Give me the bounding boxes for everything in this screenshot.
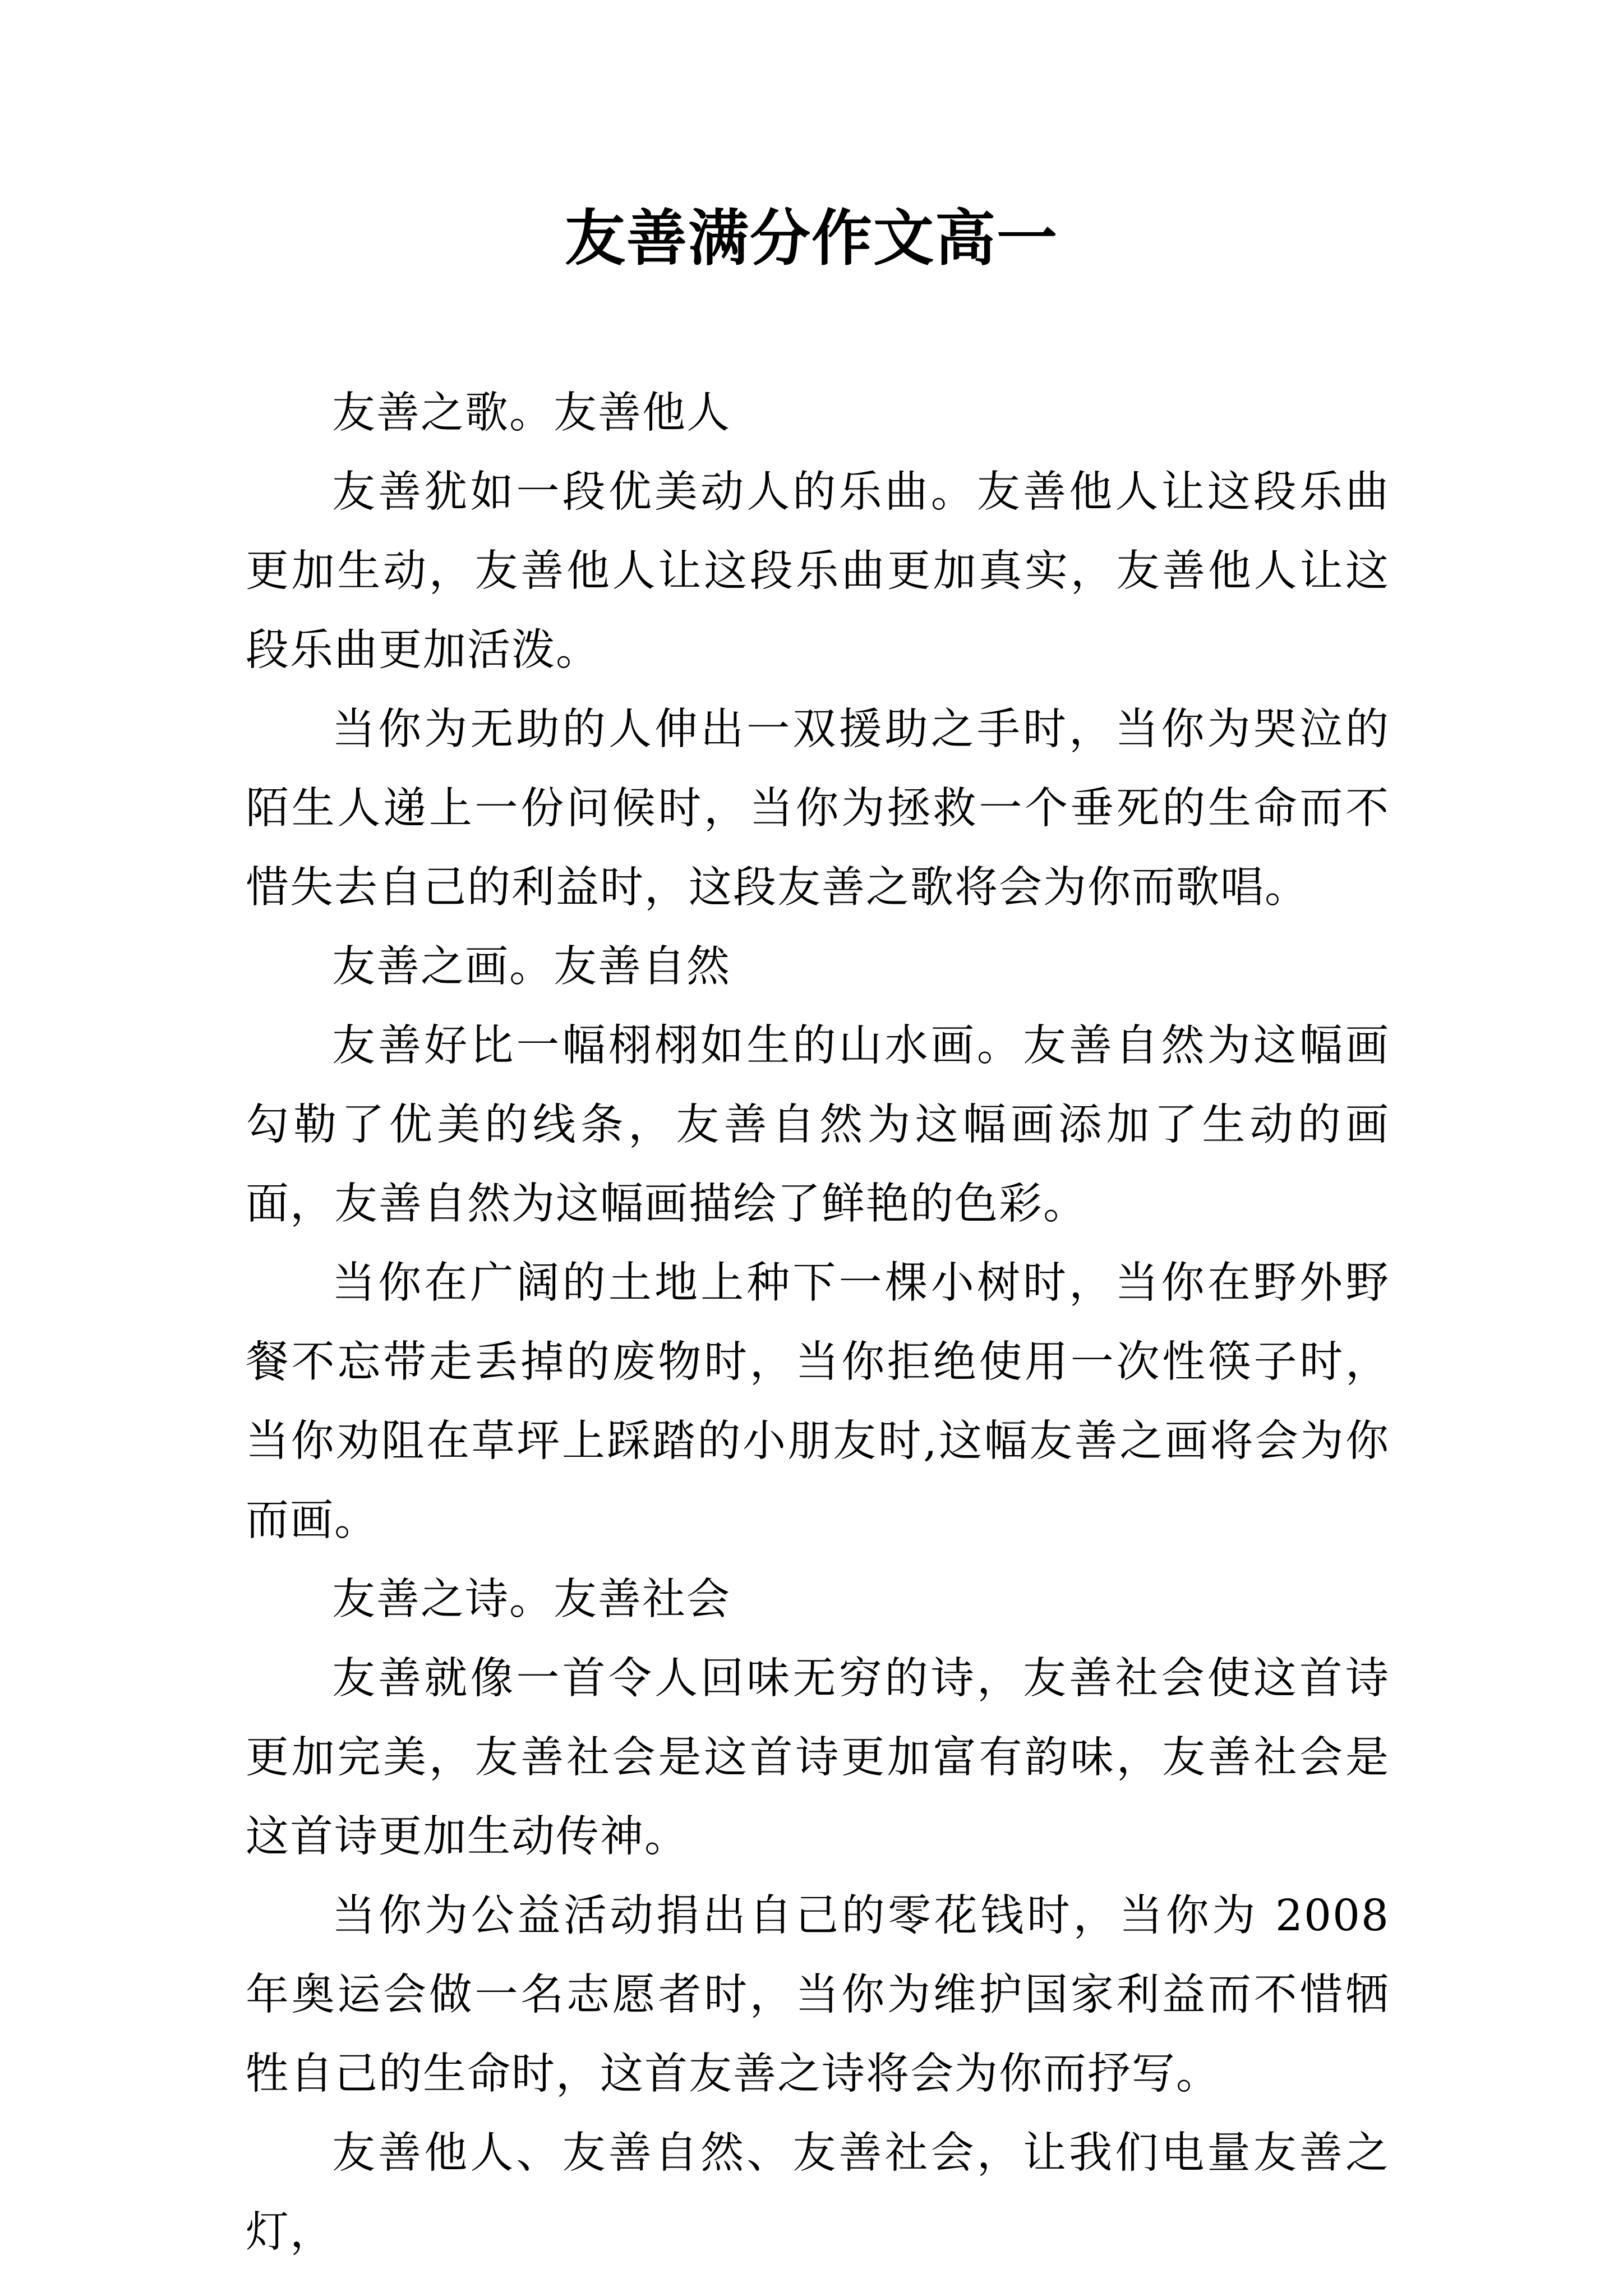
section-heading-song: 友善之歌。友善他人 xyxy=(332,388,731,438)
section-heading-poem: 友善之诗。友善社会 xyxy=(332,1575,731,1625)
paragraph: 当你为公益活动捐出自己的零花钱时，当你为 2008 年奥运会做一名志愿者时，当你为维护国家利益而不惜牺牲自己的生命时，这首友善之诗将会为你而抒写。 xyxy=(246,1891,1390,2099)
paragraph: 当你为无助的人伸出一双援助之手时，当你为哭泣的陌生人递上一份问候时，当你为拯救一个垂死的生命而不惜失去自己的利益时，这段友善之歌将会为你而歌唱。 xyxy=(246,705,1390,913)
paragraph: 当你在广阔的土地上种下一棵小树时，当你在野外野餐不忘带走丢掉的废物时，当你拒绝使用一次性筷子时，当你劝阻在草坪上踩踏的小朋友时,这幅友善之画将会为你而画。 xyxy=(246,1258,1390,1545)
paragraph: 友善就像一首令人回味无穷的诗，友善社会使这首诗更加完美，友善社会是这首诗更加富有韵味，友善社会是这首诗更加生动传神。 xyxy=(246,1654,1390,1862)
document-body xyxy=(246,374,1390,2272)
paragraph: 友善好比一幅栩栩如生的山水画。友善自然为这幅画勾勒了优美的线条，友善自然为这幅画添加了生动的画面，友善自然为这幅画描绘了鲜艳的色彩。 xyxy=(246,1021,1390,1229)
section-heading-painting: 友善之画。友善自然 xyxy=(332,942,731,992)
paragraph: 友善他人、友善自然、友善社会，让我们电量友善之灯， xyxy=(246,2128,1390,2257)
page-title: 友善满分作文高一 xyxy=(564,203,1058,274)
paragraph: 友善犹如一段优美动人的乐曲。友善他人让这段乐曲更加生动，友善他人让这段乐曲更加真实，友善他人让这段乐曲更加活泼。 xyxy=(246,467,1390,675)
